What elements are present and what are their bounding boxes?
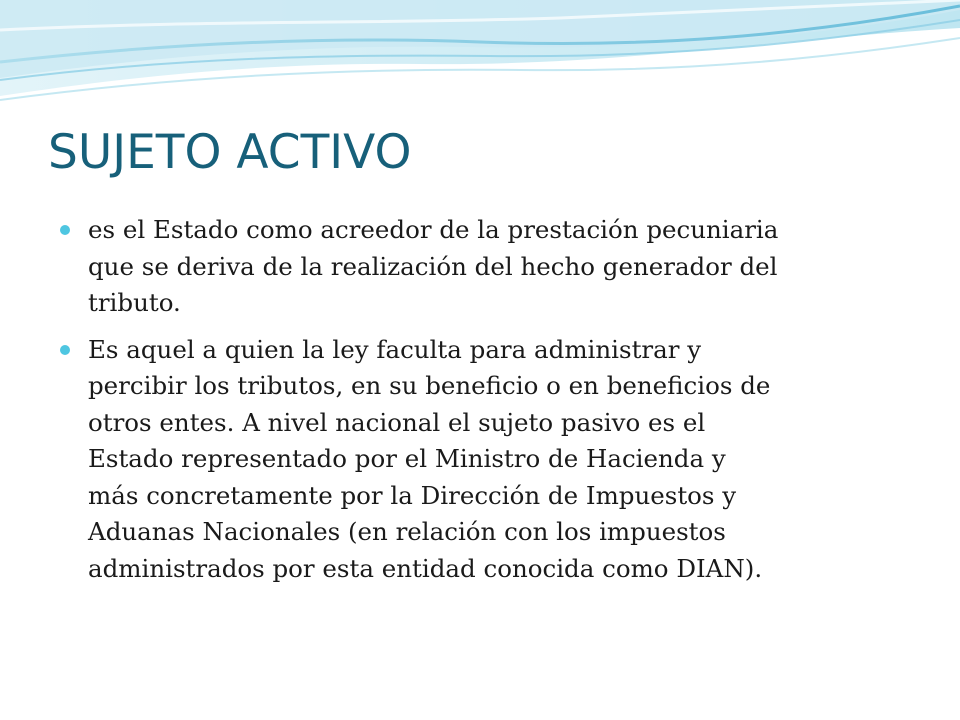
slide-title: SUJETO ACTIVO (48, 125, 412, 180)
bullet-list (56, 212, 916, 597)
bullet-2-line: Es aquel a quien la ley faculta para administrar y (88, 334, 702, 364)
bullet-2-line: administrados por esta entidad conocida como DIAN). (88, 553, 763, 583)
bullet-text-2 (88, 332, 916, 588)
bullet-2-line: otros entes. A nivel nacional el sujeto pasivo es el (88, 407, 706, 437)
header-wave-decoration (0, 0, 960, 110)
bullet-1-line: es el Estado como acreedor de la prestación pecuniaria (88, 215, 779, 244)
bullet-item-1 (56, 212, 916, 322)
bullet-2-line: percibir los tributos, en su beneficio o en beneficios de (88, 371, 771, 400)
bullet-item-2 (56, 332, 916, 588)
bullet-2-line: Aduanas Nacionales (en relación con los impuestos (88, 517, 726, 546)
bullet-dot-icon (60, 345, 70, 355)
bullet-1-line: que se deriva de la realización del hecho generador del (88, 251, 778, 281)
bullet-1-line: tributo. (88, 288, 181, 317)
bullet-2-line: Estado representado por el Ministro de Hacienda y (88, 444, 726, 473)
bullet-2-line: más concretamente por la Dirección de Impuestos y (88, 480, 737, 510)
bullet-dot-icon (60, 225, 70, 235)
bullet-text-1 (88, 212, 916, 322)
